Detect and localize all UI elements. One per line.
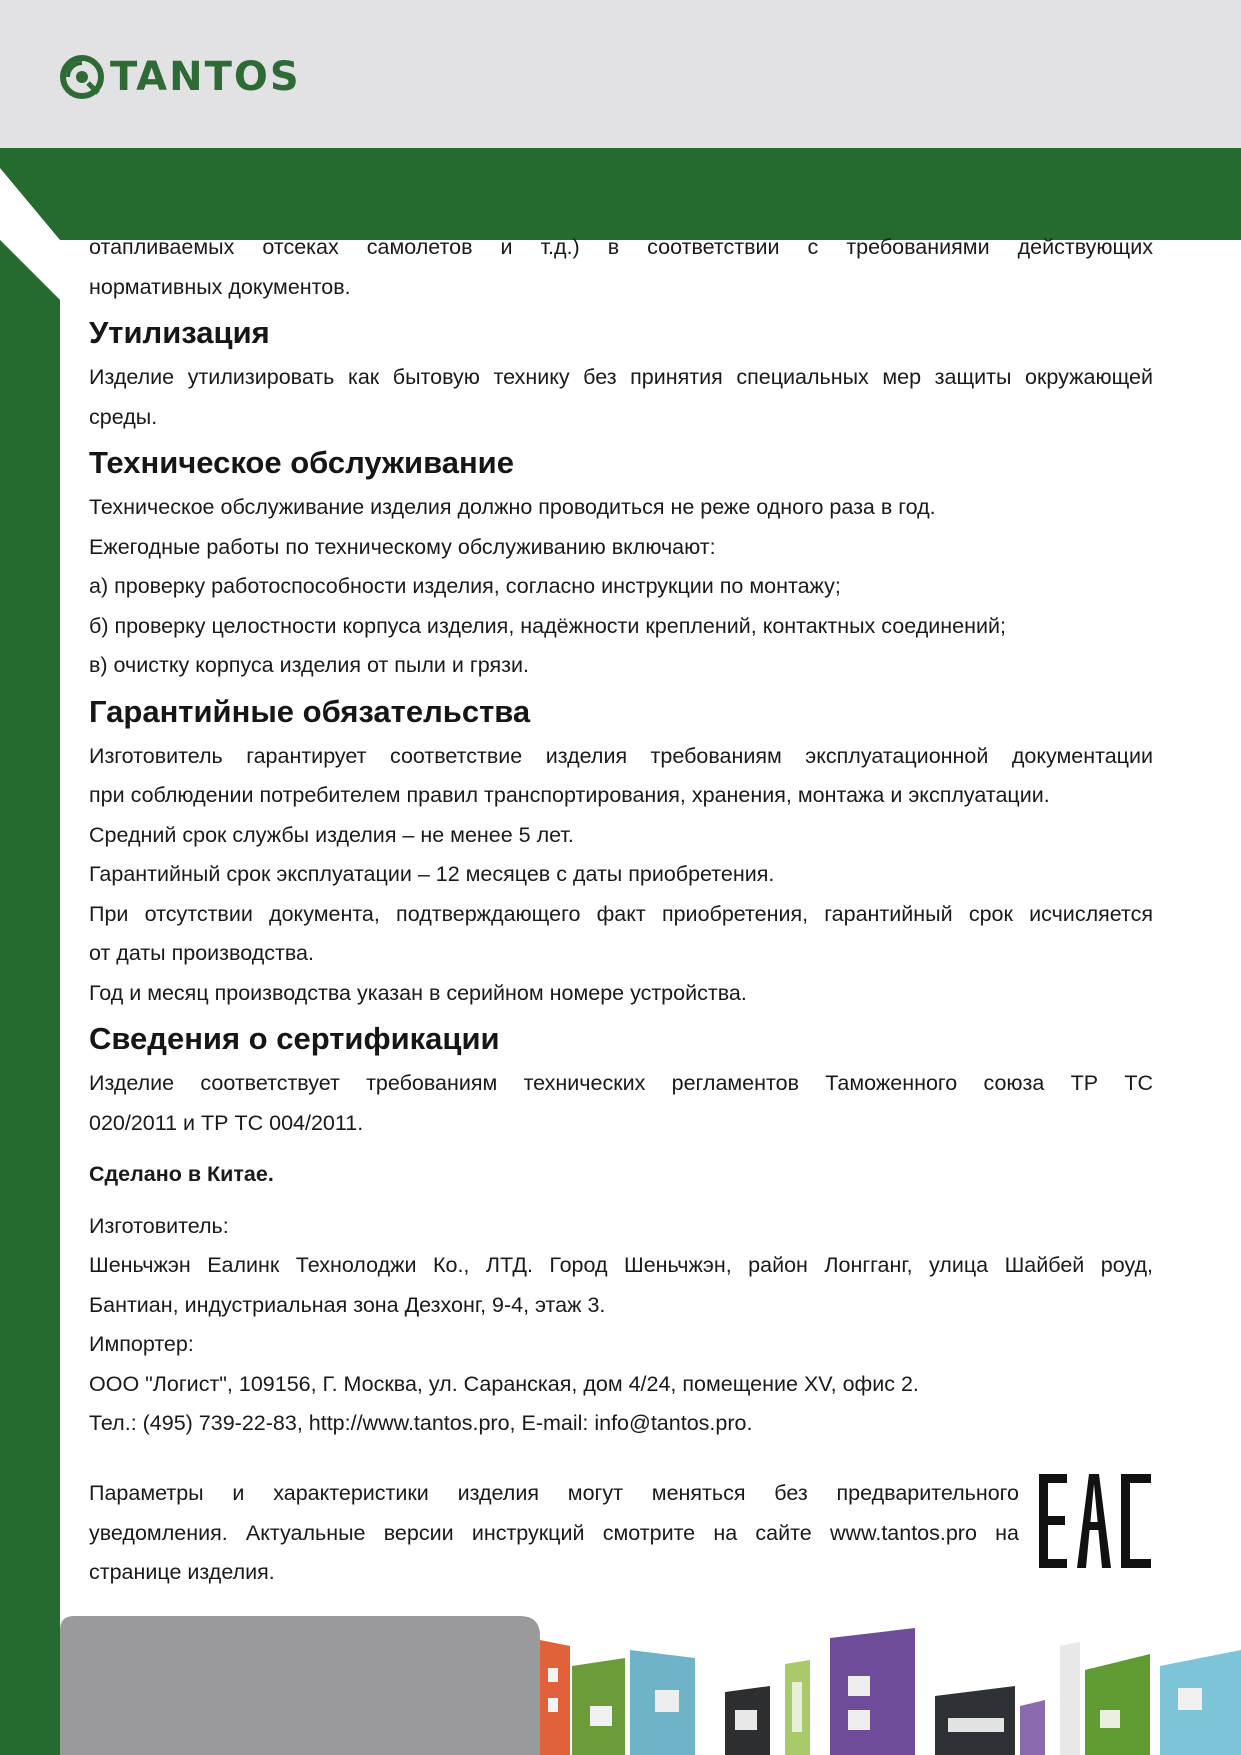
warranty-period: Гарантийный срок эксплуатации – 12 месяцев с даты приобретения. (89, 862, 775, 886)
warranty-p1-line-1: Изготовитель гарантирует соответствие изделия требованиям эксплуатационной документации (89, 743, 1153, 768)
importer-label: Импортер: (89, 1332, 194, 1356)
manufacturer-line-2: Бантиан, индустриальная зона Дезхонг, 9-4, этаж 3. (89, 1292, 606, 1317)
warranty-heading: Гарантийные обязательства (89, 693, 531, 729)
tantos-logo-icon (58, 53, 106, 101)
maintenance-heading: Техническое обслуживание (89, 445, 514, 480)
spacer (89, 1143, 1153, 1155)
importer-contacts: Тел.: (495) 739-22-83, http://www.tantos.pro, E-mail: info@tantos.pro. (89, 1411, 753, 1435)
maintenance-line: а) проверку работоспособности изделия, согласно инструкции по монтажу; (89, 574, 841, 598)
building-group (540, 1628, 1241, 1755)
maintenance-line: Техническое обслуживание изделия должно проводиться не реже одного раза в год. (89, 495, 936, 519)
serial-note: Год и месяц производства указан в серийном номере устройства. (89, 980, 747, 1005)
warranty-p2-line-1: При отсутствии документа, подтверждающего факт приобретения, гарантийный срок исчисляется (89, 901, 1153, 926)
footer-note (89, 1474, 1019, 1593)
disposal-heading: Утилизация (89, 315, 270, 350)
maintenance-line: Ежегодные работы по техническому обслуживанию включают: (89, 534, 716, 559)
spacer (89, 1195, 1153, 1207)
intro-line-1: отапливаемых отсеках самолетов и т.д.) в соответствии с требованиями действующих (89, 235, 1153, 259)
disposal-line-2: среды. (89, 404, 158, 429)
importer-address: ООО "Логист", 109156, Г. Москва, ул. Саранская, дом 4/24, помещение XV, офис 2. (89, 1371, 919, 1396)
intro-line-2: нормативных документов. (89, 274, 351, 299)
manufacturer-label: Изготовитель: (89, 1213, 229, 1238)
manufacturer-line-1: Шеньчжэн Еалинк Технолоджи Ко., ЛТД. Город Шеньчжэн, район Лонгганг, улица Шайбей роуд, (89, 1253, 1153, 1277)
footer-note-line-3: странице изделия. (89, 1560, 275, 1584)
disposal-line-1: Изделие утилизировать как бытовую технику без принятия специальных мер защиты окружающей (89, 365, 1153, 389)
city-buildings-illustration (0, 1610, 1241, 1755)
warranty-p2-line-2: от даты производства. (89, 941, 314, 965)
maintenance-line: б) проверку целостности корпуса изделия, надёжности креплений, контактных соединений; (89, 613, 1006, 638)
maintenance-line: в) очистку корпуса изделия от пыли и грязи. (89, 653, 529, 677)
certification-line-2: 020/2011 и ТР ТС 004/2011. (89, 1110, 364, 1135)
brand-name: TANTOS (110, 54, 301, 100)
warranty-p1-line-2: при соблюдении потребителем правил транспортирования, хранения, монтажа и эксплуатации. (89, 783, 1050, 807)
eac-mark-icon (1037, 1474, 1153, 1568)
certification-line-1: Изделие соответствует требованиям технических регламентов Таможенного союза ТР ТС (89, 1071, 1153, 1095)
origin-note: Сделано в Китае. (89, 1162, 274, 1186)
certification-heading: Сведения о сертификации (89, 1021, 500, 1056)
footer-note-line-2: уведомления. Актуальные версии инструкций смотрите на сайте www.tantos.pro на (89, 1520, 1019, 1545)
service-life: Средний срок службы изделия – не менее 5 лет. (89, 822, 574, 847)
brand-logo (58, 52, 301, 102)
main-content (89, 228, 1153, 1444)
footer-note-line-1: Параметры и характеристики изделия могут меняться без предварительного (89, 1481, 1019, 1505)
